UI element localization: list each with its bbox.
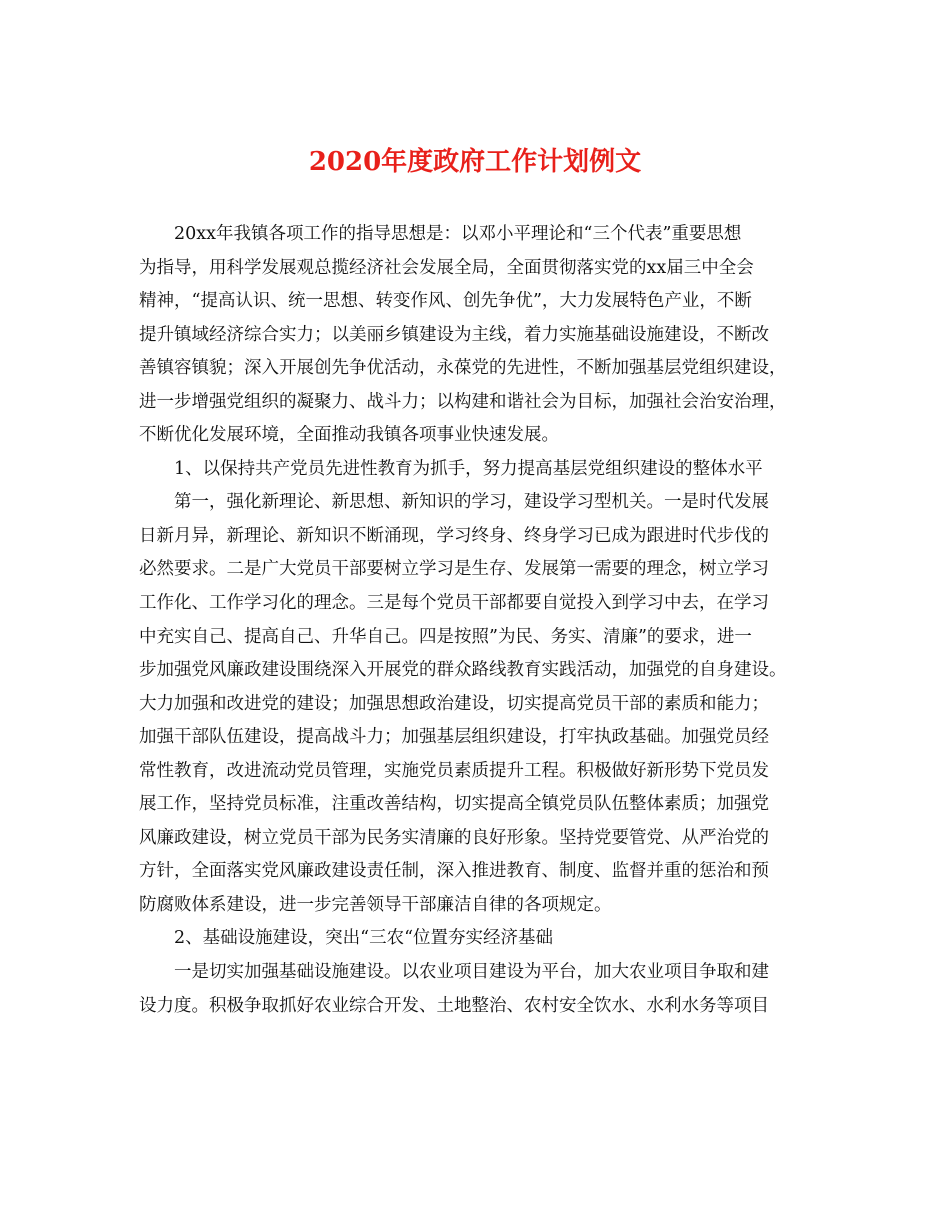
- text-line: 20xx年我镇各项工作的指导思想是：以邓小平理论和“三个代表”重要思想: [174, 224, 742, 244]
- text-line: 善镇容镇貌；深入开展创先争优活动，永葆党的先进性，不断加强基层党组织建设，: [139, 358, 787, 379]
- text-line: 工作化、工作学习化的理念。三是每个党员干部都要自觉投入到学习中去，在学习: [139, 593, 769, 614]
- text-line: 不断优化发展环境，全面推动我镇各项事业快速发展。: [139, 425, 559, 446]
- text-line: 常性教育，改进流动党员管理，实施党员素质提升工程。积极做好新形势下党员发: [139, 760, 769, 781]
- text-line: 一是切实加强基础设施建设。以农业项目建设为平台，加大农业项目争取和建: [174, 962, 769, 983]
- text-line: 日新月异，新理论、新知识不断涌现，学习终身、终身学习已成为跟进时代步伐的: [139, 525, 769, 546]
- text-line: 第一，强化新理论、新思想、新知识的学习，建设学习型机关。一是时代发展: [174, 492, 769, 513]
- text-line: 2、基础设施建设，突出“三农“位置夯实经济基础: [174, 928, 554, 949]
- document-body: [139, 218, 824, 1023]
- text-line: 步加强党风廉政建设围绕深入开展党的群众路线教育实践活动，加强党的自身建设。: [139, 660, 787, 681]
- text-line: 进一步增强党组织的凝聚力、战斗力；以构建和谐社会为目标，加强社会治安治理，: [139, 391, 787, 412]
- text-line: 方针，全面落实党风廉政建设责任制，深入推进教育、制度、监督并重的惩治和预: [139, 861, 769, 882]
- text-line: 提升镇域经济综合实力；以美丽乡镇建设为主线，着力实施基础设施建设，不断改: [139, 324, 769, 345]
- text-line: 展工作，坚持党员标准，注重改善结构，切实提高全镇党员队伍整体素质；加强党: [139, 794, 769, 815]
- text-line: 精神，“提高认识、统一思想、转变作风、创先争优”，大力发展特色产业，不断: [139, 291, 752, 312]
- text-line: 防腐败体系建设，进一步完善领导干部廉洁自律的各项规定。: [139, 894, 612, 915]
- text-line: 风廉政建设，树立党员干部为民务实清廉的良好形象。坚持党要管党、从严治党的: [139, 827, 769, 848]
- text-line: 1、以保持共产党员先进性教育为抓手，努力提高基层党组织建设的整体水平: [174, 458, 763, 479]
- document-title: 2020年度政府工作计划例文: [308, 147, 642, 177]
- text-line: 为指导，用科学发展观总揽经济社会发展全局，全面贯彻落实党的xx届三中全会: [139, 257, 754, 278]
- text-line: 加强干部队伍建设，提高战斗力；加强基层组织建设，打牢执政基础。加强党员经: [139, 727, 769, 748]
- text-line: 必然要求。二是广大党员干部要树立学习是生存、发展第一需要的理念，树立学习: [139, 559, 769, 580]
- text-line: 大力加强和改进党的建设；加强思想政治建设，切实提高党员干部的素质和能力；: [139, 693, 769, 714]
- text-line: 设力度。积极争取抓好农业综合开发、土地整治、农村安全饮水、水利水务等项目: [139, 995, 769, 1016]
- text-line: 中充实自己、提高自己、升华自己。四是按照”为民、务实、清廉”的要求，进一: [139, 626, 752, 647]
